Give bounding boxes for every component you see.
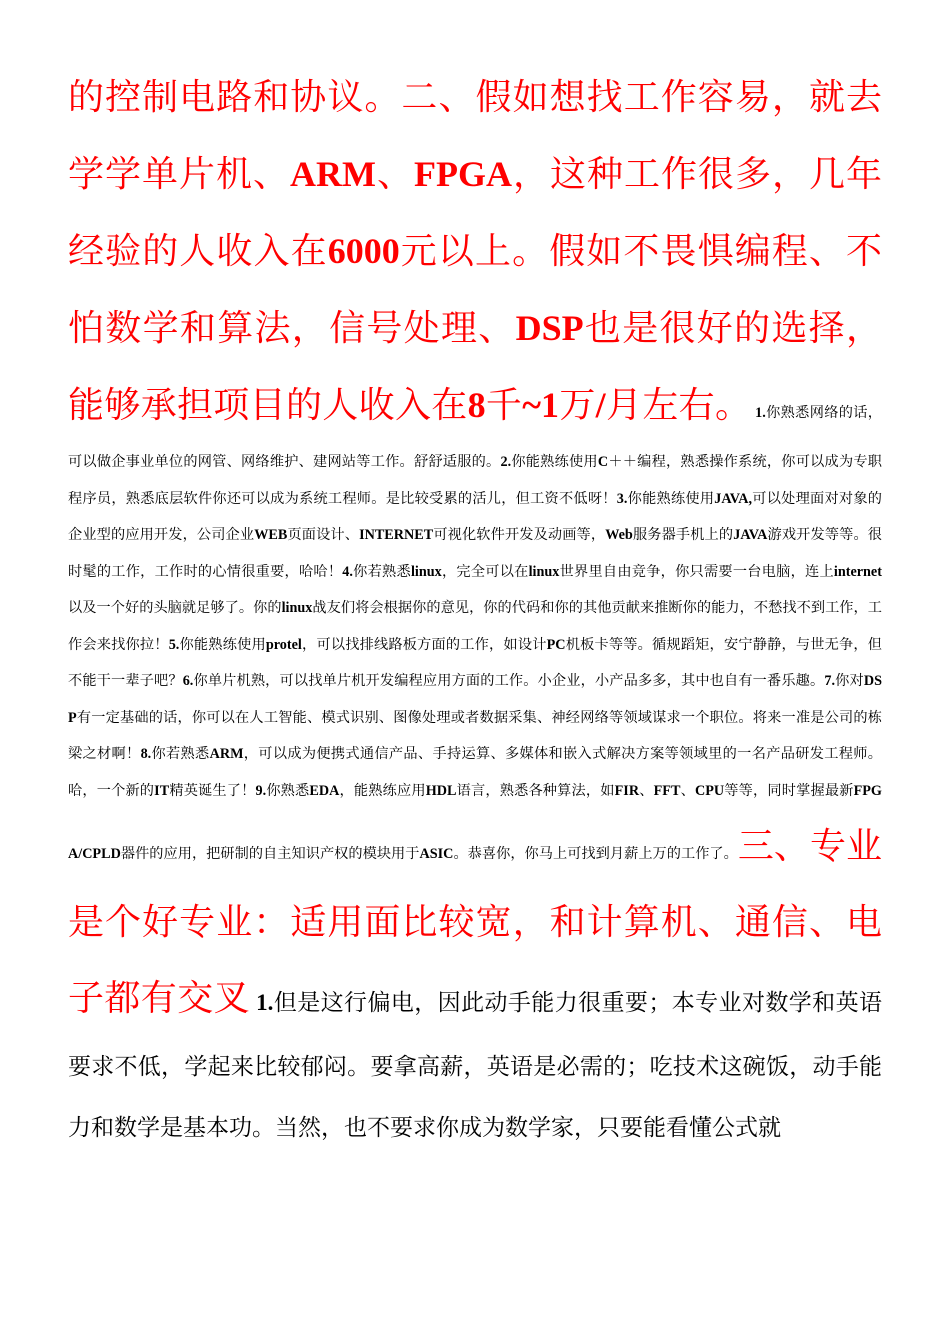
list-run: ，完全可以在 (441, 563, 529, 580)
intro-run: 8 (467, 385, 486, 425)
list-run: EDA (309, 782, 340, 799)
intro-run: 也是很好的选择，能够承担项目的人收入在 (68, 308, 882, 426)
list-run: 9. (255, 782, 267, 799)
list-run: 页面设计、 (287, 527, 360, 543)
list-run: 1. (751, 405, 766, 421)
intro-run: ARM (290, 154, 376, 194)
list-run: ，可以找排线路板方面的工作，如设计 (301, 636, 547, 653)
list-run: 精英诞生了！ (169, 782, 256, 799)
list-run: linux (528, 563, 560, 580)
list-run: 语言，熟悉各种算法，如 (456, 782, 615, 799)
intro-run: 万 (559, 385, 596, 426)
list-run: 服务器手机上的 (632, 527, 734, 543)
list-run: 8. (140, 746, 152, 762)
list-run: 6. (182, 673, 194, 689)
list-run: FPGA/CPLD (68, 782, 882, 862)
list-run: 3. (616, 490, 628, 507)
list-run: Web (605, 527, 633, 543)
intro-run: ，这种工作很多，几年经验的人收入在 (68, 154, 882, 272)
list-run: 2. (500, 454, 512, 470)
list-run: 以及一个好的头脑就足够了。你的 (68, 600, 282, 616)
list-run: ＋＋编程，熟悉操作系统，你可以成为专职程序员，熟悉底层软件你还可以成为系统工程师。是比较受累的活儿，但工资不低呀！ (68, 454, 882, 507)
intro-run: 6000 (327, 231, 400, 271)
intro-run: 月左右。 (605, 385, 752, 426)
tail-run: 1. (250, 990, 274, 1015)
intro-paragraph (68, 77, 882, 426)
list-run: C (597, 454, 609, 470)
list-run: 。恭喜你，你马上可找到月薪上万的工作了。 (453, 846, 738, 862)
intro-run: 千 (485, 385, 523, 426)
list-run: 等等，同时掌握最新 (724, 782, 854, 799)
list-run: FFT (653, 782, 681, 799)
list-run: FIR (614, 782, 640, 799)
list-run: HDL (425, 782, 457, 799)
list-run: CPU (694, 782, 725, 799)
list-run: 、 (680, 782, 695, 799)
list-run: linux (410, 563, 442, 580)
list-run: 你熟悉网络的话，可以做企事业单位的网管、网络维护、建网站等工作。舒舒适服的。 (68, 405, 882, 470)
page-body (68, 60, 882, 1159)
list-run: ASIC (419, 846, 454, 862)
list-run: 器件的应用，把研制的自主知识产权的模块用于 (120, 846, 420, 862)
list-run: 你单片机熟，可以找单片机开发编程应用方面的工作。小企业，小产品多多，其中也自有一番乐趣。 (193, 673, 825, 689)
list-run: 战友们将会根据你的意见，你的代码和你的其他贡献来推断你的能力，不愁找不到工作，工作会来找你拉！ (68, 600, 882, 653)
list-run: 5. (168, 636, 180, 653)
list-run: INTERNET (359, 527, 434, 543)
list-run: 你若熟悉 (352, 563, 411, 580)
list-run: JAVA (733, 527, 768, 543)
list-run: 你若熟悉 (151, 746, 210, 762)
list-run: DSP (68, 673, 882, 726)
list-run: 、 (639, 782, 654, 799)
list-run: internet (833, 563, 882, 580)
intro-run: DSP (515, 308, 584, 348)
list-run: 你能熟练使用 (179, 636, 266, 653)
list-run: 你对 (835, 673, 864, 689)
tail-run: 但是这行偏电，因此动手能力很重要；本专业对数学和英语要求不低，学起来比较郁闷。要拿高薪，英语是必需的；吃技术这碗饭，动手能力和数学是基本功。当然，也不要求你成为数学家，只要能看懂公式就 (68, 990, 882, 1141)
list-run: 可视化软件开发及动画等， (433, 527, 606, 543)
list-run: 7. (824, 673, 835, 689)
list-run: ARM (209, 746, 244, 762)
list-run: ，能熟练应用 (339, 782, 426, 799)
career-list-paragraph (68, 405, 882, 862)
intro-run: 元以上。假如不畏惧编程、不怕数学和算法，信号处理、 (68, 231, 882, 349)
section-3-heading: 三、专业是个好专业：适用面比较宽，和计算机、通信、电子都有交叉 (68, 826, 882, 1019)
list-run: linux (281, 600, 313, 616)
list-run: 你能熟练使用 (511, 454, 598, 470)
intro-run: 、 (375, 154, 414, 195)
list-run: 你熟悉 (266, 782, 310, 799)
list-run: 可以处理面对对象的企业型的应用开发，公司企业 (68, 490, 882, 543)
intro-run: / (595, 385, 606, 425)
list-run: 4. (342, 563, 353, 580)
list-run: protel (265, 636, 302, 653)
list-run: 机板卡等等。循规蹈矩，安宁静静，与世无争，但不能干一辈子吧？ (68, 636, 882, 689)
list-run: 你能熟练使用 (627, 490, 715, 507)
list-run: WEB (254, 527, 288, 543)
intro-run: FPGA (413, 154, 512, 194)
list-run: JAVA, (714, 490, 753, 507)
list-run: ，可以成为便携式通信产品、手持运算、多媒体和嵌入式解决方案等领域里的一名产品研发工程师。哈，一个新的 (68, 746, 882, 799)
list-run: 有一定基础的话，你可以在人工智能、模式识别、图像处理或者数据采集、神经网络等领域谋求一个职位。将来一准是公司的栋梁之材啊！ (68, 709, 882, 762)
intro-run: 的控制电路和协议。二、假如想找工作容易，就去学学单片机、 (68, 77, 882, 195)
list-run: 世界里自由竞争，你只需要一台电脑，连上 (559, 563, 834, 580)
intro-run: ~1 (522, 385, 559, 425)
list-run: IT (154, 782, 170, 799)
list-run: 游戏开发等等。很时髦的工作，工作时的心情很重要，哈哈！ (68, 527, 882, 580)
list-run: PC (546, 636, 566, 653)
